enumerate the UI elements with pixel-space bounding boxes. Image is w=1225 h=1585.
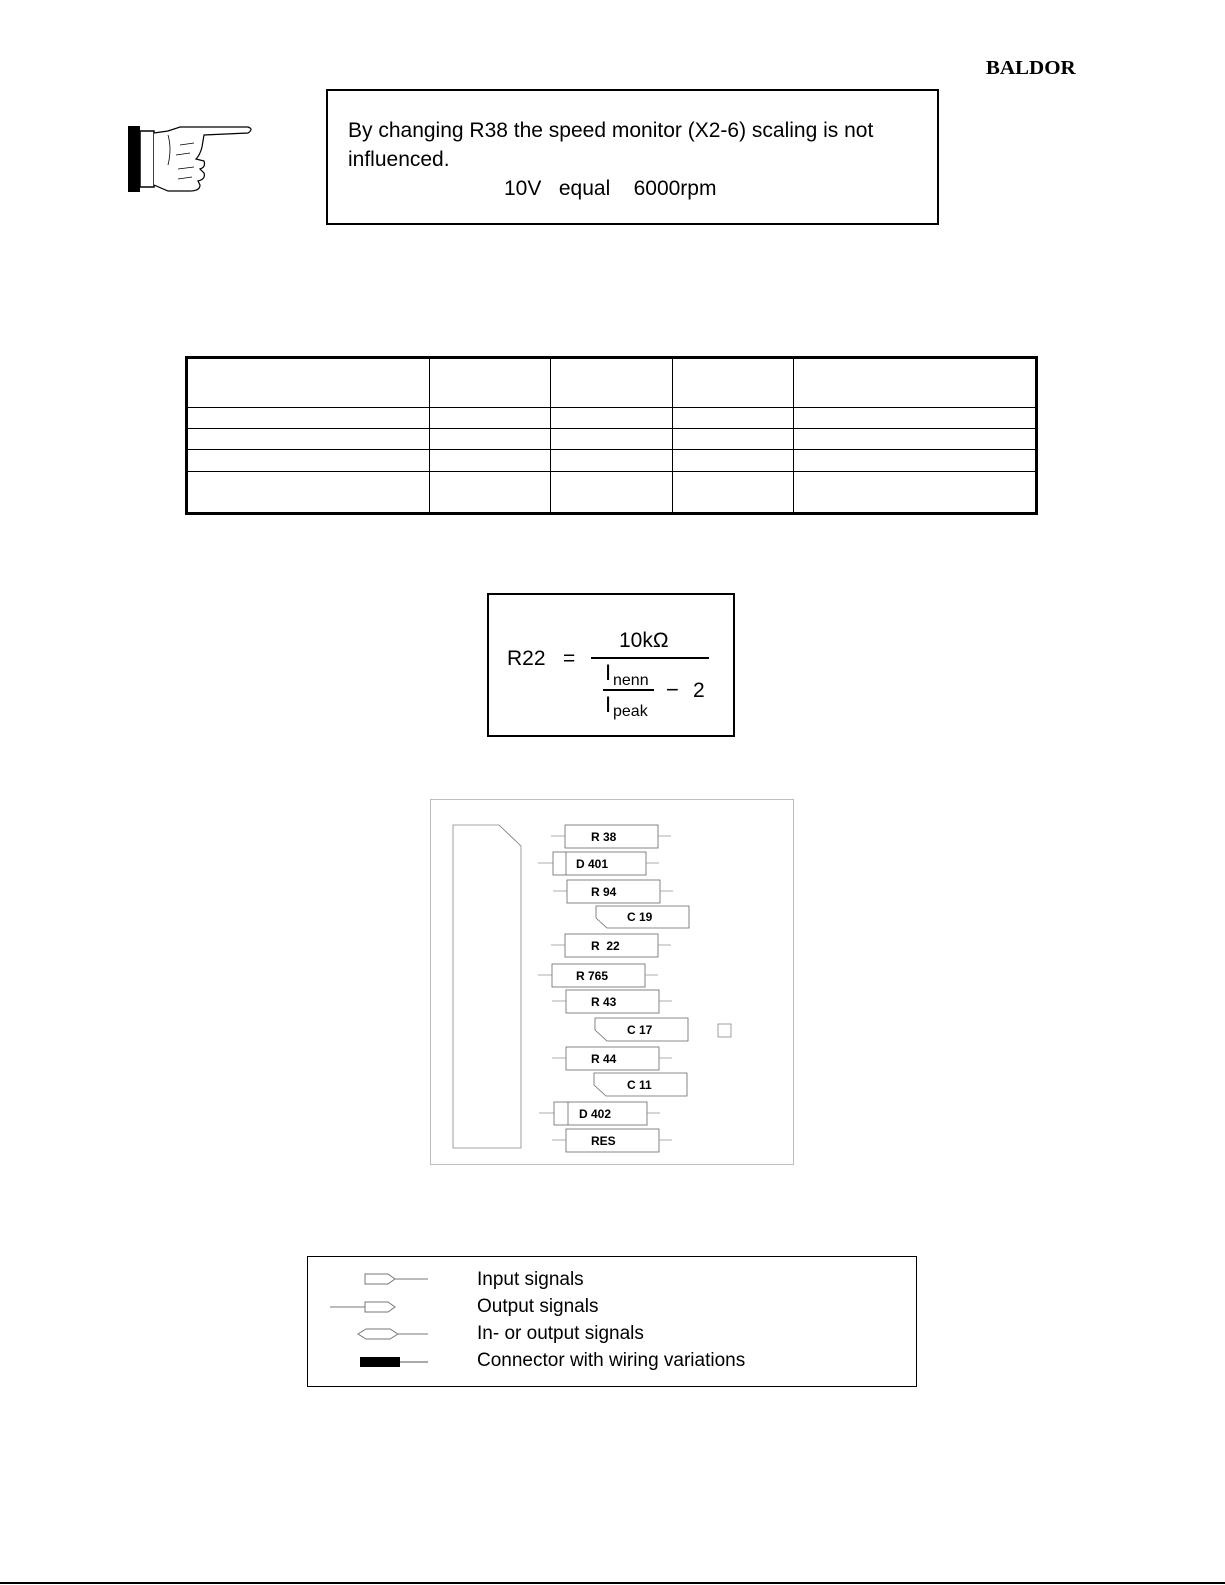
table-cell: [672, 408, 793, 429]
table-cell: [794, 471, 1037, 513]
empty-table: [185, 356, 1038, 515]
legend-label-input: Input signals: [477, 1269, 584, 1290]
table-cell: [794, 429, 1037, 450]
inner-denominator-symbol: I: [605, 692, 612, 717]
table-cell: [187, 450, 430, 471]
table-cell: [187, 429, 430, 450]
table-cell: [794, 408, 1037, 429]
page-bottom-rule: [0, 1582, 1225, 1584]
table-cell: [429, 450, 550, 471]
formula-numerator: 10kΩ: [619, 629, 669, 652]
component-label: D 402: [579, 1107, 612, 1121]
note-box: [326, 89, 939, 225]
component-label: R 94: [591, 885, 617, 899]
table-cell: [429, 358, 550, 408]
table-cell: [551, 429, 672, 450]
component-c19: [596, 906, 689, 928]
note-text-line-3: 10V equal 6000rpm: [504, 177, 717, 200]
component-r44: [552, 1047, 672, 1070]
r22-formula: [489, 595, 737, 739]
component-label: R 38: [591, 830, 617, 844]
table-row: [187, 471, 1037, 513]
table-cell: [187, 358, 430, 408]
formula-minus: −: [666, 677, 679, 702]
note-text-line-1: By changing R38 the speed monitor (X2-6) scaling is not: [348, 119, 874, 142]
table-cell: [429, 408, 550, 429]
component-label: C 19: [627, 910, 653, 924]
table-cell: [551, 471, 672, 513]
table-cell: [429, 429, 550, 450]
legend-label-output: Output signals: [477, 1296, 599, 1317]
connector-icon: [360, 1357, 428, 1367]
formula-lhs: R22: [507, 647, 546, 670]
input-signal-icon: [365, 1274, 428, 1284]
formula-equals: =: [563, 647, 576, 670]
pointing-hand-icon: [128, 125, 258, 200]
table-row: [187, 408, 1037, 429]
component-r38: [551, 825, 671, 848]
component-layout-diagram: [430, 799, 794, 1165]
component-c17: [595, 1018, 688, 1041]
table-cell: [551, 358, 672, 408]
connector-strip: [453, 825, 521, 1148]
table-cell: [672, 358, 793, 408]
note-text-line-2: influenced.: [348, 148, 450, 171]
baldor-logo: BALDOR: [985, 57, 1076, 79]
component-label: C 11: [627, 1078, 652, 1092]
component-r43: [552, 990, 672, 1013]
component-r765: [538, 964, 658, 987]
component-r94: [553, 880, 673, 903]
component-d402: [539, 1102, 660, 1125]
inner-numerator-symbol: I: [605, 660, 612, 685]
component-label: R 44: [591, 1052, 617, 1066]
inner-denominator-subscript: peak: [613, 703, 648, 720]
component-c11: [594, 1073, 687, 1096]
component-res: [552, 1129, 672, 1152]
component-d401: [538, 852, 659, 875]
table-cell: [794, 358, 1037, 408]
table-row: [187, 429, 1037, 450]
component-label: R 22: [591, 939, 620, 953]
table-cell: [672, 471, 793, 513]
legend-label-bidirectional: In- or output signals: [477, 1323, 644, 1344]
table-header-row: [187, 358, 1037, 408]
table-cell: [429, 471, 550, 513]
table-cell: [187, 471, 430, 513]
output-signal-icon: [330, 1302, 395, 1312]
small-pad: [718, 1024, 731, 1037]
table-cell: [794, 450, 1037, 471]
formula-constant: 2: [693, 679, 705, 702]
table-cell: [187, 408, 430, 429]
table-cell: [672, 450, 793, 471]
signal-legend: [307, 1256, 917, 1387]
bidirectional-signal-icon: [358, 1329, 428, 1339]
component-label: R 43: [591, 995, 617, 1009]
component-label: D 401: [576, 857, 609, 871]
component-label: C 17: [627, 1023, 653, 1037]
component-label: R 765: [576, 969, 609, 983]
table-row: [187, 450, 1037, 471]
inner-numerator-subscript: nenn: [613, 672, 649, 689]
legend-label-connector: Connector with wiring variations: [477, 1350, 746, 1371]
table-cell: [551, 408, 672, 429]
component-r22: [551, 934, 671, 957]
formula-box: [487, 593, 735, 737]
table-cell: [551, 450, 672, 471]
table-cell: [672, 429, 793, 450]
component-label: RES: [591, 1134, 616, 1148]
